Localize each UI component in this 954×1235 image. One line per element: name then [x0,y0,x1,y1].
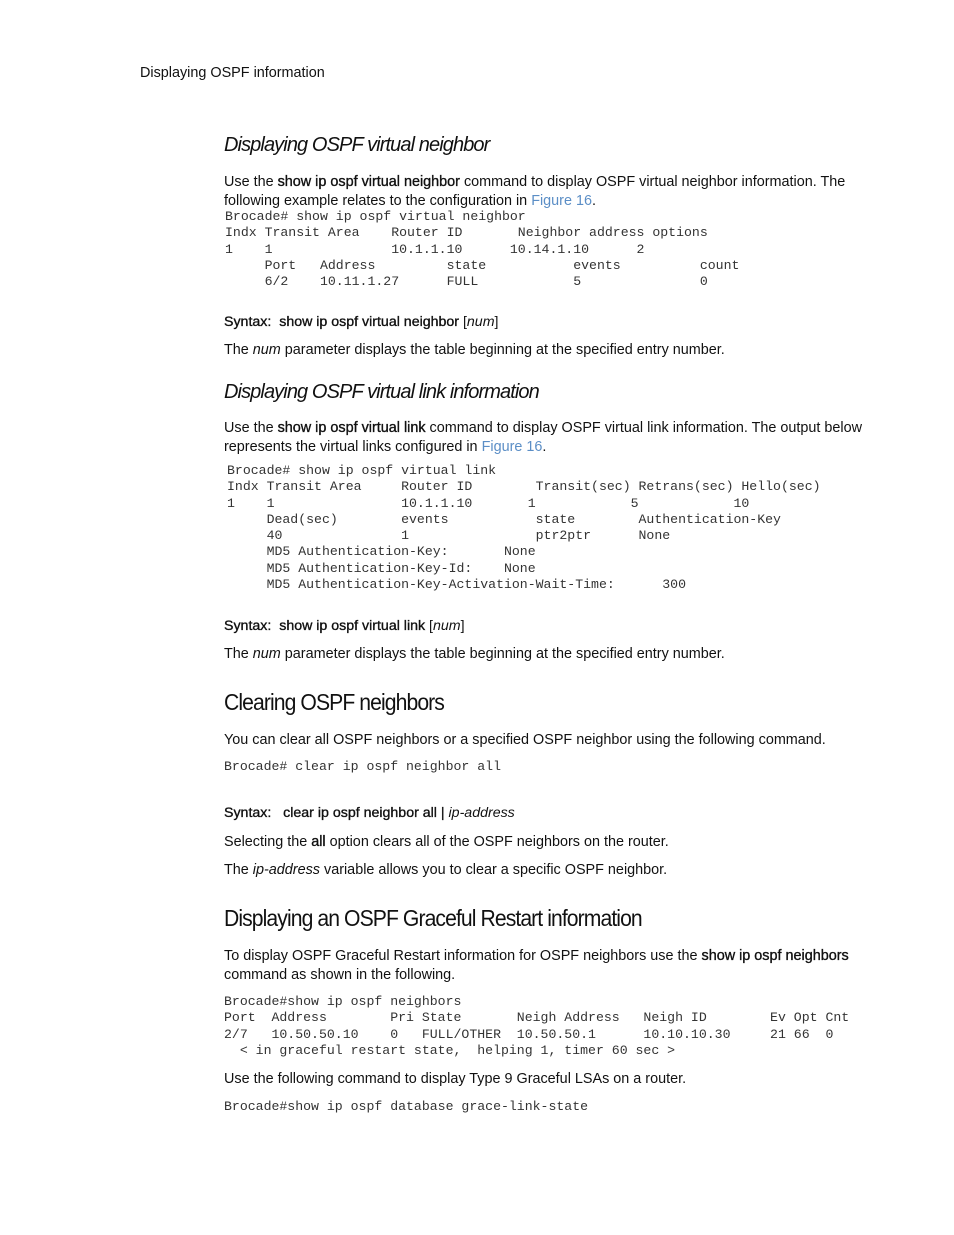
syntax-command: clear ip ospf neighbor all [283,805,437,821]
command-keyword: show ip ospf virtual link [277,420,426,436]
syntax-bracket: [ [425,618,433,634]
syntax-label: Syntax: [224,805,272,821]
command-keyword: show ip ospf virtual neighbor [277,174,460,190]
note-text: The [224,862,253,878]
note-text: The [224,342,253,358]
syntax-param: num [433,618,461,634]
syntax-label: Syntax: [224,314,272,330]
intro-text: Use the [224,420,278,436]
code-clear-neighbor: Brocade# clear ip ospf neighbor all [224,759,501,774]
note-text: variable allows you to clear a specific OSPF neighbor. [320,862,668,878]
syntax-virtual-link [224,618,864,634]
intro-text: command to display OSPF virtual neighbor information. The following example relates to the configuration in [224,174,846,209]
note-param: num [252,342,281,358]
intro-text: . [591,193,596,209]
note-text: parameter displays the table beginning at the specified entry number. [280,646,725,662]
figure-link[interactable]: Figure 16 [481,439,543,455]
figure-link[interactable]: Figure 16 [531,193,592,209]
syntax-param: num [466,314,495,330]
syntax-clear-neighbor [224,805,864,821]
syntax-param: ip-address [448,805,515,821]
heading-clearing-neighbors: Clearing OSPF neighbors [224,689,444,715]
syntax-bracket: [ [459,314,467,330]
note-param: ip-address [252,862,320,878]
note-text: parameter displays the table beginning at the specified entry number. [280,342,725,358]
num-parameter-note [224,341,864,360]
all-option-note [224,833,864,852]
code-grace-link-state: Brocade#show ip ospf database grace-link-state [224,1099,589,1114]
syntax-command: show ip ospf virtual link [279,618,426,634]
code-ospf-neighbors: Brocade#show ip ospf neighbors Port Address Pri State Neigh Address Neigh ID Ev Opt Cnt 2/7 10.50.50.10 0 FULL/OTHER 10.50.50.1 10.10.10.30 21 66 0 < in graceful restart state, helping 1, timer 60 sec > [224,994,850,1058]
heading-virtual-link: Displaying OSPF virtual link information [224,381,539,403]
virtual-neighbor-intro [224,173,864,211]
note-param: num [252,646,281,662]
ip-address-note [224,861,864,880]
note-text: The [224,646,253,662]
syntax-command: show ip ospf virtual neighbor [279,314,460,330]
intro-text: command as shown in the following. [224,967,456,983]
syntax-separator: | [436,805,449,821]
command-keyword: show ip ospf neighbors [701,948,849,964]
intro-text: . [542,439,547,455]
type9-note: Use the following command to display Type 9 Graceful LSAs on a router. [224,1071,687,1087]
syntax-bracket: ] [460,618,465,634]
virtual-link-intro [224,419,864,457]
intro-text: Use the [224,174,278,190]
code-virtual-neighbor: Brocade# show ip ospf virtual neighbor Indx Transit Area Router ID Neighbor address options 1 1 10.1.1.10 10.14.1.10 2 Port Address state events count 6/2 10.11.1.27 FULL 5 0 [225,209,740,290]
note-text: option clears all of the OSPF neighbors on the router. [325,834,669,850]
running-header: Displaying OSPF information [140,65,325,81]
intro-text: To display OSPF Graceful Restart information for OSPF neighbors use the [224,948,702,964]
intro-text: command to display OSPF virtual link information. The output below represents the virtual links configured in [224,420,863,455]
graceful-restart-intro [224,947,864,985]
heading-graceful-restart: Displaying an OSPF Graceful Restart information [224,905,642,931]
code-virtual-link: Brocade# show ip ospf virtual link Indx Transit Area Router ID Transit(sec) Retrans(sec) Hello(sec) 1 1 10.1.1.10 1 5 10 Dead(sec) events state Authentication-Key 40 1 ptr2ptr None MD5 Authentication-Key: None MD5 Authentication-Key-Id: None MD5 Authentication-Key-Activation-Wait-Time: 300 [227,463,821,593]
syntax-virtual-neighbor [224,314,864,330]
keyword-all: all [311,834,326,850]
heading-virtual-neighbor: Displaying OSPF virtual neighbor [224,134,490,156]
num-parameter-note [224,645,864,664]
note-text: Selecting the [224,834,312,850]
clearing-intro: You can clear all OSPF neighbors or a specified OSPF neighbor using the following command. [224,732,826,748]
syntax-label: Syntax: [224,618,272,634]
syntax-bracket: ] [494,314,499,330]
